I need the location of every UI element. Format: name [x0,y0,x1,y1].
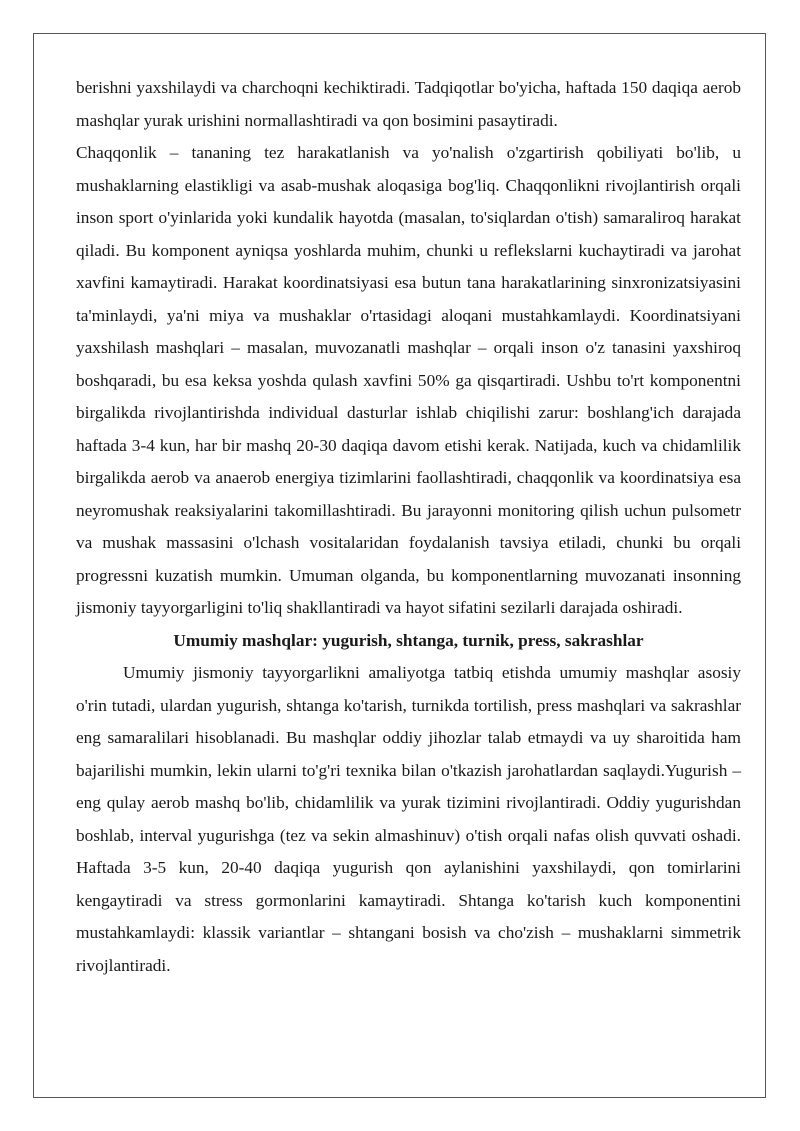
section-heading: Umumiy mashqlar: yugurish, shtanga, turnik, press, sakrashlar [173,630,644,650]
document-body [76,72,741,982]
paragraph-components: Chaqqonlik – tananing tez harakatlanish va yo'nalish o'zgartirish qobiliyati bo'lib, u mushaklarning elastikligi va asab-mushak aloqasiga bog'liq. Chaqqonlikni rivojlantirish orqali inson sport o'yinlarida yoki kundalik hayotda (masalan, to'siqlardan o'tish) samaraliroq harakat qiladi. Bu komponent ayniqsa yoshlarda muhim, chunki u reflekslarni kuchaytiradi va jarohat xavfini kamaytiradi. Harakat koordinatsiyasi esa butun tana harakatlarining sinxronizatsiyasini ta'minlaydi, ya'ni miya va mushaklar o'rtasidagi aloqani mustahkamlaydi. Koordinatsiyani yaxshilash mashqlari – masalan, muvozanatli mashqlar – orqali inson o'z tanasini yaxshiroq boshqaradi, bu esa keksa yoshda qulash xavfini 50% ga qisqartiradi. Ushbu to'rt komponentni birgalikda rivojlantirishda individual dasturlar ishlab chiqilishi zarur: boshlang'ich darajada haftada 3-4 kun, har bir mashq 20-30 daqiqa davom etishi kerak. Natijada, kuch va chidamlilik birgalikda aerob va anaerob energiya tizimlarini faollashtiradi, chaqqonlik va koordinatsiya esa neyromushak reaksiyalarini takomillashtiradi. Bu jarayonni monitoring qilish uchun pulsometr va mushak massasini o'lchash vositalaridan foydalanish tavsiya etiladi, chunki bu orqali progressni kuzatish mumkin. Umuman olganda, bu komponentlarning muvozanati insonning jismoniy tayyorgarligini to'liq shakllantiradi va hayot sifatini sezilarli darajada oshiradi. [76,143,741,617]
paragraph-continuation: berishni yaxshilaydi va charchoqni kechiktiradi. Tadqiqotlar bo'yicha, haftada 150 daqiqa aerob mashqlar yurak urishini normallashtiradi va qon bosimini pasaytiradi. [76,78,741,130]
paragraph-general-exercises: Umumiy jismoniy tayyorgarlikni amaliyotga tatbiq etishda umumiy mashqlar asosiy o'rin tutadi, ulardan yugurish, shtanga ko'tarish, turnikda tortilish, press mashqlari va sakrashlar eng samaralilari hisoblanadi. Bu mashqlar oddiy jihozlar talab etmaydi va uy sharoitida ham bajarilishi mumkin, lekin ularni to'g'ri texnika bilan o'tkazish jarohatlardan saqlaydi.Yugurish – eng qulay aerob mashq bo'lib, chidamlilik va yurak tizimini rivojlantiradi. Oddiy yugurishdan boshlab, interval yugurishga (tez va sekin almashinuv) o'tish orqali nafas olish quvvati oshadi. Haftada 3-5 kun, 20-40 daqiqa yugurish qon aylanishini yaxshilaydi, qon tomirlarini kengaytiradi va stress gormonlarini kamaytiradi. Shtanga ko'tarish kuch komponentini mustahkamlaydi: klassik variantlar – shtangani bosish va cho'zish – mushaklarni simmetrik rivojlantiradi. [76,663,741,975]
